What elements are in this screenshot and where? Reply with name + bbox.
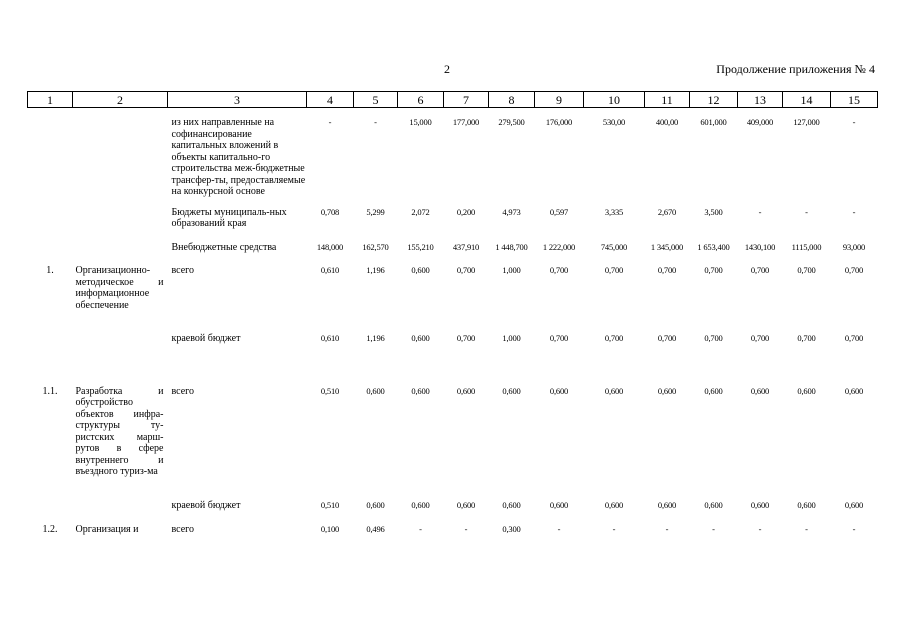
value-cell: -	[852, 117, 856, 127]
value-cell: 177,000	[452, 117, 480, 127]
table-row	[28, 511, 878, 536]
funding-source: краевой бюджет	[171, 499, 241, 511]
table-row	[28, 311, 878, 345]
value-cell: 3,335	[604, 206, 624, 217]
value-cell: 0,600	[750, 499, 770, 510]
table-body	[28, 108, 878, 536]
value-cell: 437,910	[452, 241, 480, 252]
value-cell: 0,597	[549, 206, 569, 217]
value-cell: 0,600	[549, 499, 569, 510]
column-header-11: 11	[645, 92, 690, 108]
funding-source: всего	[171, 524, 195, 535]
value-cell: 0,600	[657, 385, 677, 396]
value-cell: 0,600	[411, 333, 430, 343]
activity-name: Организационно-методическое и информационное обеспечение	[75, 265, 164, 311]
value-cell: 1430,100	[744, 241, 776, 252]
column-header-9: 9	[535, 92, 584, 108]
value-cell: 1 345,000	[650, 241, 684, 252]
column-header-6: 6	[398, 92, 444, 108]
value-cell: 0,600	[411, 499, 430, 510]
column-header-10: 10	[584, 92, 645, 108]
value-cell: 0,700	[704, 265, 723, 275]
value-cell: 0,700	[704, 333, 723, 343]
value-cell: 0,600	[797, 385, 816, 396]
value-cell: 0,600	[750, 385, 770, 396]
value-cell: 0,510	[320, 499, 340, 510]
value-cell: 0,600	[797, 499, 816, 510]
page-number: 2	[444, 62, 450, 76]
value-cell: 745,000	[600, 241, 628, 252]
value-cell: -	[557, 524, 561, 534]
value-cell: 1,000	[502, 265, 521, 275]
table-row	[28, 198, 878, 230]
row-number	[28, 198, 73, 230]
activity-name	[73, 108, 168, 198]
value-cell: 0,600	[456, 385, 476, 396]
table-header	[28, 92, 878, 108]
header-row	[28, 92, 878, 108]
value-cell: 0,100	[320, 524, 340, 534]
funding-source: всего	[171, 385, 195, 397]
value-cell: 4,973	[502, 206, 521, 217]
value-cell: -	[805, 524, 808, 534]
column-header-13: 13	[738, 92, 783, 108]
value-cell: 0,600	[366, 499, 385, 510]
table-row	[28, 230, 878, 254]
value-cell: 0,700	[604, 333, 624, 343]
value-cell: 1 653,400	[697, 241, 730, 252]
value-cell: 0,300	[502, 524, 521, 534]
value-cell: 5,299	[366, 206, 385, 217]
value-cell: 0,700	[844, 265, 864, 275]
value-cell: -	[612, 524, 616, 534]
value-cell: 0,510	[320, 385, 340, 396]
value-cell: 0,600	[549, 385, 569, 396]
value-cell: -	[464, 524, 468, 534]
value-cell: -	[852, 524, 856, 534]
value-cell: 601,000	[700, 117, 727, 127]
value-cell: 0,700	[797, 333, 816, 343]
activity-name	[73, 230, 168, 254]
column-header-14: 14	[783, 92, 831, 108]
value-cell: -	[712, 524, 715, 534]
funding-source: всего	[171, 265, 195, 276]
value-cell: 0,700	[456, 265, 476, 275]
value-cell: 400,00	[655, 117, 679, 127]
value-cell: 0,700	[657, 265, 677, 275]
value-cell: 0,600	[411, 385, 430, 396]
value-cell: -	[665, 524, 669, 534]
activity-name	[73, 478, 168, 512]
value-cell: 0,700	[604, 265, 624, 275]
value-cell: 0,700	[797, 265, 816, 275]
value-cell: 1,000	[502, 333, 521, 343]
value-cell: -	[419, 524, 422, 534]
activity-name: Организация и	[75, 524, 139, 535]
value-cell: 0,600	[704, 385, 723, 396]
value-cell: 15,000	[409, 117, 432, 127]
value-cell: 1 222,000	[542, 241, 576, 252]
value-cell: 155,210	[407, 241, 434, 252]
activity-name: Разработка и обустройство объектов инфра-структуры ту-ристских марш-рутов в сфере внутреннего и въездного туриз-ма	[75, 385, 164, 477]
value-cell: 0,600	[411, 265, 430, 275]
value-cell: 0,610	[320, 265, 340, 275]
value-cell: -	[852, 206, 856, 217]
value-cell: 0,700	[549, 265, 569, 275]
value-cell: 0,600	[502, 499, 521, 510]
value-cell: 0,600	[604, 499, 624, 510]
value-cell: 0,700	[456, 333, 476, 343]
value-cell: 0,600	[604, 385, 624, 396]
row-number: 1.2.	[42, 524, 58, 535]
value-cell: 1 448,700	[495, 241, 528, 252]
value-cell: 93,000	[842, 241, 866, 252]
column-header-8: 8	[489, 92, 535, 108]
value-cell: 176,000	[545, 117, 573, 127]
value-cell: 2,670	[657, 206, 677, 217]
value-cell: -	[758, 524, 762, 534]
value-cell: 162,570	[362, 241, 389, 252]
column-header-2: 2	[73, 92, 168, 108]
value-cell: -	[328, 117, 332, 127]
column-header-5: 5	[354, 92, 398, 108]
value-cell: 3,500	[704, 206, 723, 217]
table-row	[28, 108, 878, 198]
row-number	[28, 478, 73, 512]
column-header-4: 4	[307, 92, 354, 108]
funding-source: Бюджеты муниципаль-ных образований края	[171, 206, 287, 229]
funding-source: Внебюджетные средства	[171, 241, 277, 253]
value-cell: 1,196	[366, 265, 385, 275]
value-cell: 530,00	[602, 117, 626, 127]
value-cell: -	[374, 117, 377, 127]
funding-source: из них направленные на софинансирование капитальных вложений в объекты капитально-го строительства меж-бюджетные трансфер-ты, предоставляемые на конкурсной основе	[171, 117, 306, 197]
column-header-1: 1	[28, 92, 73, 108]
continuation-label: Продолжение приложения № 4	[716, 62, 875, 76]
value-cell: 0,496	[366, 524, 385, 534]
column-header-7: 7	[444, 92, 489, 108]
value-cell: 279,500	[498, 117, 525, 127]
funding-source: краевой бюджет	[171, 333, 241, 344]
value-cell: 0,600	[456, 499, 476, 510]
value-cell: 0,600	[502, 385, 521, 396]
column-header-15: 15	[831, 92, 878, 108]
value-cell: 0,600	[657, 499, 677, 510]
row-number: 1.	[46, 265, 54, 276]
activity-name	[73, 198, 168, 230]
table-row	[28, 345, 878, 478]
row-number: 1.1.	[42, 385, 58, 397]
activity-name	[73, 311, 168, 345]
value-cell: 1115,000	[791, 241, 822, 252]
value-cell: 0,700	[549, 333, 569, 343]
value-cell: 0,700	[844, 333, 864, 343]
value-cell: -	[758, 206, 762, 217]
column-header-3: 3	[168, 92, 307, 108]
value-cell: 1,196	[366, 333, 385, 343]
value-cell: 0,700	[657, 333, 677, 343]
value-cell: 0,610	[320, 333, 340, 343]
value-cell: 148,000	[316, 241, 344, 252]
budget-table	[27, 91, 878, 536]
value-cell: 0,708	[320, 206, 340, 217]
row-number	[28, 311, 73, 345]
value-cell: 127,000	[793, 117, 820, 127]
value-cell: 0,700	[750, 333, 770, 343]
row-number	[28, 108, 73, 198]
value-cell: 0,600	[366, 385, 385, 396]
value-cell: 0,600	[844, 385, 864, 396]
value-cell: 0,600	[704, 499, 723, 510]
table-row	[28, 253, 878, 311]
value-cell: 0,200	[456, 206, 476, 217]
value-cell: -	[805, 206, 808, 217]
value-cell: 2,072	[411, 206, 430, 217]
table-row	[28, 478, 878, 512]
value-cell: 409,000	[746, 117, 774, 127]
column-header-12: 12	[690, 92, 738, 108]
value-cell: 0,600	[844, 499, 864, 510]
value-cell: 0,700	[750, 265, 770, 275]
row-number	[28, 230, 73, 254]
